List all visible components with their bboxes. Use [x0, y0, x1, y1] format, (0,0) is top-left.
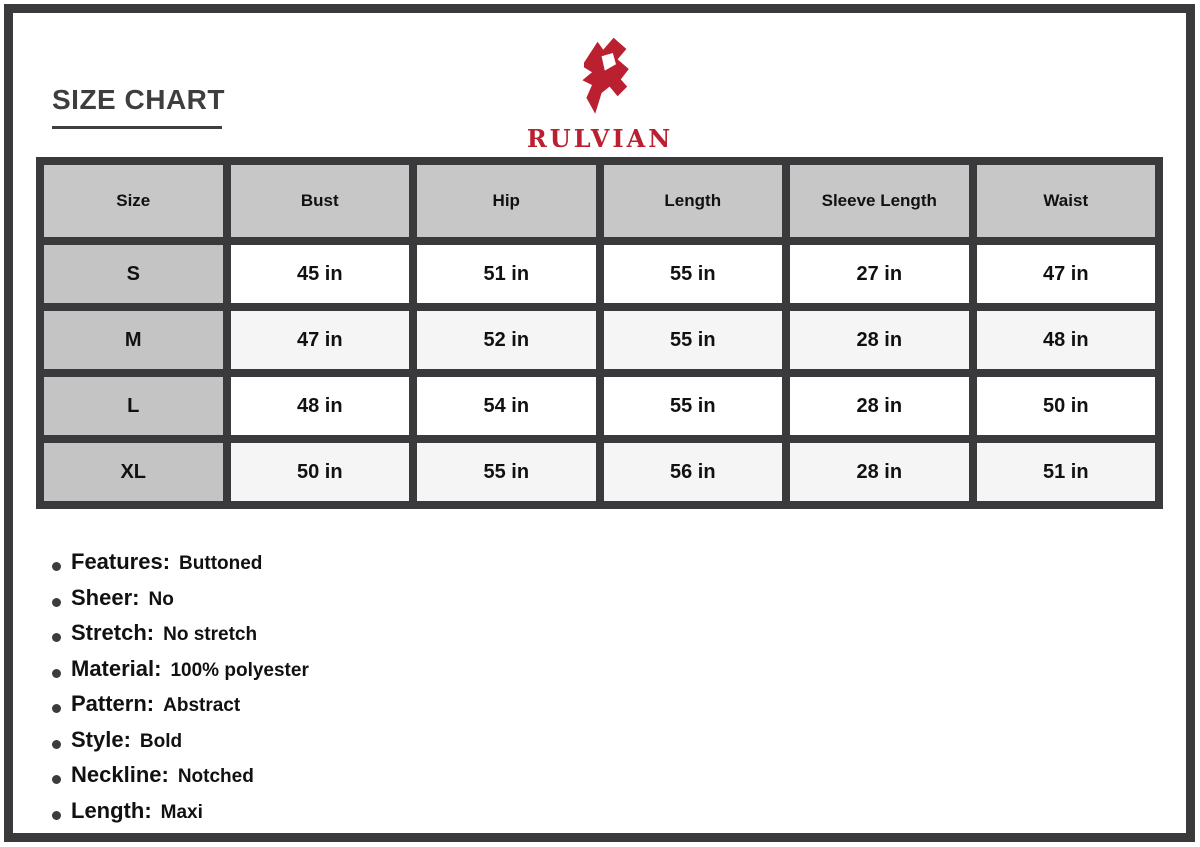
measurement-cell: 47 in — [231, 311, 410, 369]
detail-label: Features: — [71, 549, 171, 574]
measurement-cell: 48 in — [231, 377, 410, 435]
size-label-cell: L — [44, 377, 223, 435]
detail-item-stretch — [52, 620, 309, 656]
title-underline — [52, 126, 222, 129]
column-header-size: Size — [44, 165, 223, 237]
detail-label: Stretch: — [71, 620, 155, 645]
detail-value: Bold — [139, 730, 183, 752]
column-header-waist: Waist — [977, 165, 1156, 237]
column-header-hip: Hip — [417, 165, 596, 237]
measurement-cell: 28 in — [790, 443, 969, 501]
page-title: SIZE CHART — [52, 84, 225, 115]
measurement-cell: 56 in — [604, 443, 783, 501]
brand-logo — [490, 34, 710, 153]
detail-item-pattern — [52, 691, 309, 727]
detail-value: Notched — [177, 766, 254, 787]
bullet-icon — [52, 562, 61, 571]
detail-value: Maxi — [160, 801, 203, 823]
measurement-cell: 51 in — [417, 245, 596, 303]
detail-value: Buttoned — [179, 553, 263, 574]
detail-item-length — [52, 798, 309, 834]
bullet-icon — [52, 598, 61, 607]
column-header-length: Length — [604, 165, 783, 237]
size-chart-table — [36, 157, 1163, 509]
bullet-icon — [52, 704, 61, 713]
measurement-cell: 48 in — [977, 311, 1156, 369]
detail-label: Pattern: — [71, 691, 155, 716]
measurement-cell: 52 in — [417, 311, 596, 369]
detail-label: Sheer: — [71, 584, 140, 610]
size-label-cell: S — [44, 245, 223, 303]
product-details-list — [52, 549, 309, 833]
detail-label: Material: — [71, 655, 162, 681]
detail-value: Abstract — [163, 695, 241, 716]
measurement-cell: 28 in — [790, 377, 969, 435]
detail-label: Neckline: — [71, 762, 169, 787]
measurement-cell: 47 in — [977, 245, 1156, 303]
brand-name: RULVIAN — [526, 124, 674, 153]
detail-item-material — [52, 656, 309, 692]
bullet-icon — [52, 740, 61, 749]
measurement-cell: 54 in — [417, 377, 596, 435]
detail-label: Length: — [71, 797, 152, 823]
table-row-l — [44, 377, 1155, 435]
measurement-cell: 28 in — [790, 311, 969, 369]
measurement-cell: 55 in — [604, 245, 783, 303]
measurement-cell: 55 in — [604, 311, 783, 369]
table-row-s — [44, 245, 1155, 303]
title-block — [52, 84, 225, 129]
detail-value: No — [148, 588, 174, 610]
bullet-icon — [52, 811, 61, 820]
measurement-cell: 45 in — [231, 245, 410, 303]
measurement-cell: 50 in — [231, 443, 410, 501]
measurement-cell: 50 in — [977, 377, 1156, 435]
column-header-sleeve-length: Sleeve Length — [790, 165, 969, 237]
detail-label: Style: — [71, 726, 131, 752]
detail-item-sheer — [52, 585, 309, 621]
measurement-cell: 51 in — [977, 443, 1156, 501]
size-label-cell: XL — [44, 443, 223, 501]
detail-item-style — [52, 727, 309, 763]
brand-logo-r-icon — [560, 34, 640, 120]
measurement-cell: 55 in — [604, 377, 783, 435]
size-label-cell: M — [44, 311, 223, 369]
detail-value: No stretch — [163, 624, 258, 645]
measurement-cell: 27 in — [790, 245, 969, 303]
table-header-row — [44, 165, 1155, 237]
bullet-icon — [52, 775, 61, 784]
column-header-bust: Bust — [231, 165, 410, 237]
table-row-m — [44, 311, 1155, 369]
measurement-cell: 55 in — [417, 443, 596, 501]
detail-value: 100% polyester — [170, 659, 309, 681]
detail-item-neckline — [52, 762, 309, 798]
table-row-xl — [44, 443, 1155, 501]
detail-item-features — [52, 549, 309, 585]
bullet-icon — [52, 669, 61, 678]
bullet-icon — [52, 633, 61, 642]
